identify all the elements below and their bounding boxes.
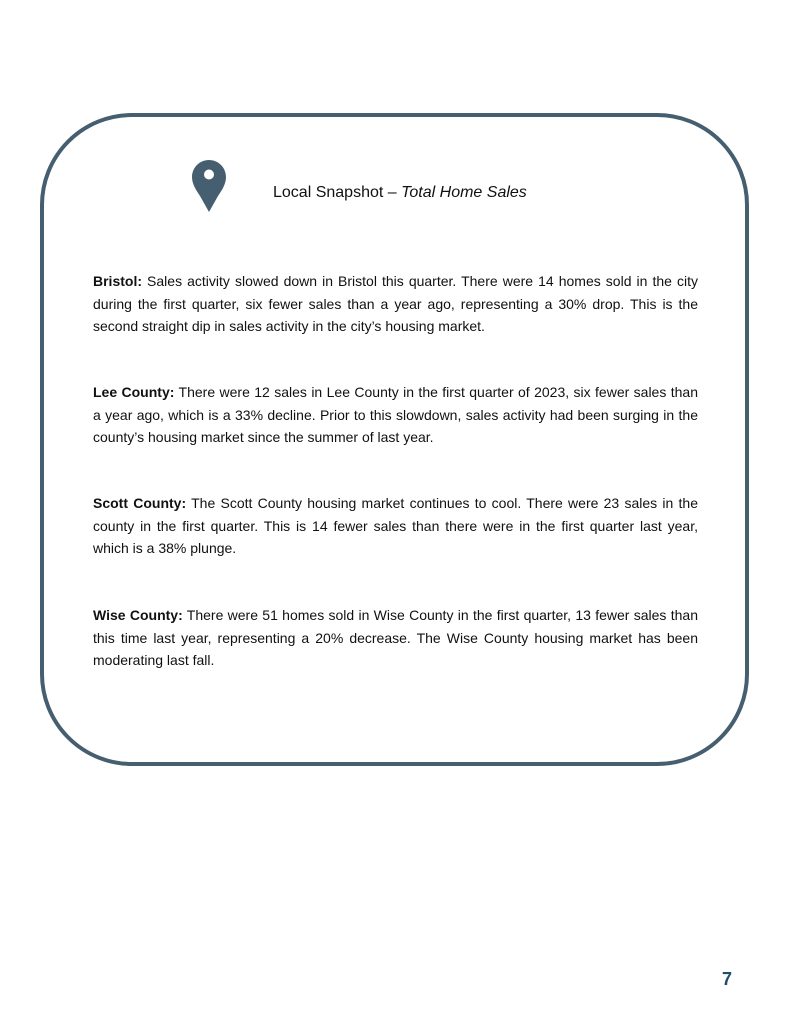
entry-text: There were 51 homes sold in Wise County in the first quarter, 13 fewer sales than this time last year, representing a 20% decrease. The Wise County housing market has been moderating last fall. (93, 607, 698, 668)
snapshot-title-emphasis: Total Home Sales (401, 184, 527, 201)
snapshot-title (273, 183, 527, 203)
entry-wise-county (93, 604, 698, 672)
entry-scott-county (93, 492, 698, 560)
entry-label: Bristol: (93, 273, 142, 289)
entry-bristol (93, 270, 698, 338)
map-pin-icon (192, 160, 226, 212)
entry-text: Sales activity slowed down in Bristol this quarter. There were 14 homes sold in the city during the first quarter, six fewer sales than a year ago, representing a 30% drop. This is the second straight dip in sales activity in the city’s housing market. (93, 273, 698, 334)
entry-text: There were 12 sales in Lee County in the first quarter of 2023, six fewer sales than a year ago, which is a 33% decline. Prior to this slowdown, sales activity had been surging in the county’s housing market since the summer of last year. (93, 384, 698, 445)
entry-label: Lee County: (93, 384, 175, 400)
page-number: 7 (721, 969, 732, 989)
snapshot-title-prefix: Local Snapshot – (273, 184, 402, 201)
entry-lee-county (93, 381, 698, 449)
entry-text: The Scott County housing market continues to cool. There were 23 sales in the county in the first quarter. This is 14 fewer sales than there were in the first quarter last year, which is a 38% plunge. (93, 495, 698, 556)
entry-label: Scott County: (93, 495, 187, 511)
entry-label: Wise County: (93, 607, 183, 623)
